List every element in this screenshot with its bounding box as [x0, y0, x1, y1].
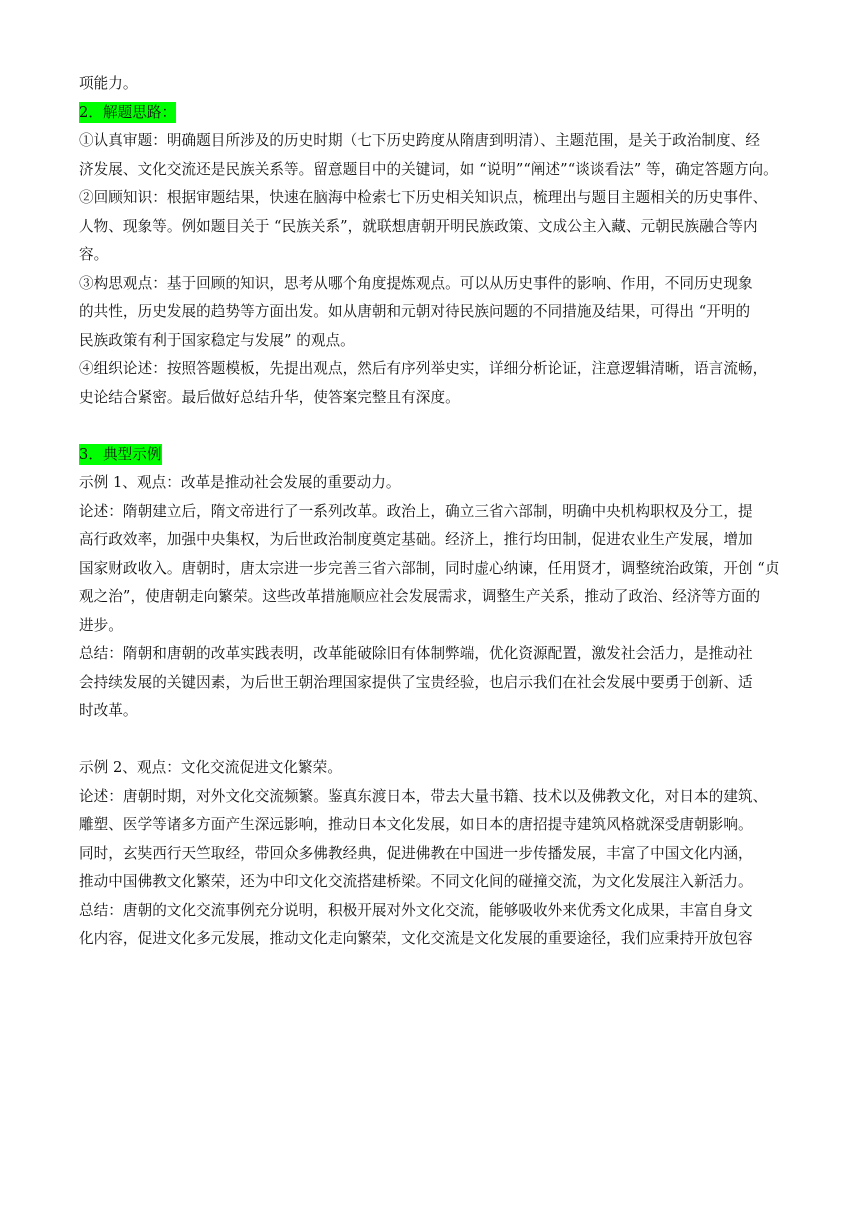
text-line: 时改革。 [79, 702, 138, 719]
text-line: 民族政策有利于国家稳定与发展” 的观点。 [79, 331, 355, 349]
text-line: ②回顾知识：根据审题结果，快速在脑海中检索七下历史相关知识点，梳理出与题目主题相关的历史事件、 [79, 189, 768, 206]
text-line: ④组织论述：按照答题模板，先提出观点，然后有序列举史实，详细分析论证，注意逻辑清晰，语言流畅， [79, 360, 768, 377]
text-line: 进步。 [79, 616, 123, 634]
spacer [79, 412, 791, 441]
text-line: 推动中国佛教文化繁荣，还为中印文化交流搭建桥梁。不同文化间的碰撞交流，为文化发展注入新活力。 [79, 873, 753, 890]
text-line: 会持续发展的关键因素，为后世王朝治理国家提供了宝贵经验，也启示我们在社会发展中要勇于创新、适 [79, 673, 753, 691]
spacer [79, 726, 791, 755]
text-line: 容。 [79, 246, 109, 263]
text-line: 雕塑、医学等诸多方面产生深远影响，推动日本文化发展，如日本的唐招提寺建筑风格就深受唐朝影响。 [79, 816, 753, 833]
text-line: 济发展、文化交流还是民族关系等。留意题目中的关键词，如 “说明”“阐述”“谈谈看法” 等，确定答题方向。 [79, 160, 778, 178]
section-heading-3 [79, 441, 791, 470]
text-line: 史论结合紧密。最后做好总结升华，使答案完整且有深度。 [79, 388, 460, 406]
text-line: 示例 1、观点：改革是推动社会发展的重要动力。 [79, 474, 401, 491]
text-line: 化内容，促进文化多元发展，推动文化走向繁荣，文化交流是文化发展的重要途径，我们应秉持开放包容 [79, 930, 753, 947]
text-line: 国家财政收入。唐朝时，唐太宗进一步完善三省六部制，同时虚心纳谏，任用贤才，调整统治政策，开创 “贞 [79, 559, 780, 577]
text-line: 论述：唐朝时期，对外文化交流频繁。鉴真东渡日本，带去大量书籍、技术以及佛教文化，对日本的建筑、 [79, 787, 768, 805]
text-line: 高行政效率，加强中央集权，为后世政治制度奠定基础。经济上，推行均田制，促进农业生产发展，增加 [79, 531, 753, 548]
text-line: 示例 2、观点：文化交流促进文化繁荣。 [79, 759, 342, 776]
heading-highlight: 3．典型示例 [79, 445, 162, 463]
text-line: ③构思观点：基于回顾的知识，思考从哪个角度提炼观点。可以从历史事件的影响、作用，不同历史现象 [79, 274, 753, 292]
text-line: 同时，玄奘西行天竺取经，带回众多佛教经典，促进佛教在中国进一步传播发展，丰富了中国文化内涵， [79, 844, 753, 862]
text-line: 总结：隋朝和唐朝的改革实践表明，改革能破除旧有体制弊端，优化资源配置，激发社会活力，是推动社 [79, 645, 753, 662]
section-heading-2 [79, 99, 791, 128]
text-line: 总结：唐朝的文化交流事例充分说明，积极开展对外文化交流，能够吸收外来优秀文化成果，丰富自身文 [79, 901, 753, 919]
document-body [79, 70, 791, 954]
text-line: 项能力。 [79, 75, 138, 92]
text-line: 观之治”，使唐朝走向繁荣。这些改革措施顺应社会发展需求，调整生产关系，推动了政治、经济等方面的 [79, 588, 761, 605]
text-line: 论述：隋朝建立后，隋文帝进行了一系列改革。政治上，确立三省六部制，明确中央机构职权及分工，提 [79, 502, 753, 520]
text-line: 的共性，历史发展的趋势等方面出发。如从唐朝和元朝对待民族问题的不同措施及结果，可得出 “开明的 [79, 303, 751, 320]
text-line: 人物、现象等。例如题目关于 “民族关系”，就联想唐朝开明民族政策、文成公主入藏、元朝民族融合等内 [79, 217, 758, 235]
text-line: ①认真审题：明确题目所涉及的历史时期（七下历史跨度从隋唐到明清）、主题范围，是关于政治制度、经 [79, 132, 760, 149]
heading-highlight: 2．解题思路： [79, 103, 177, 121]
